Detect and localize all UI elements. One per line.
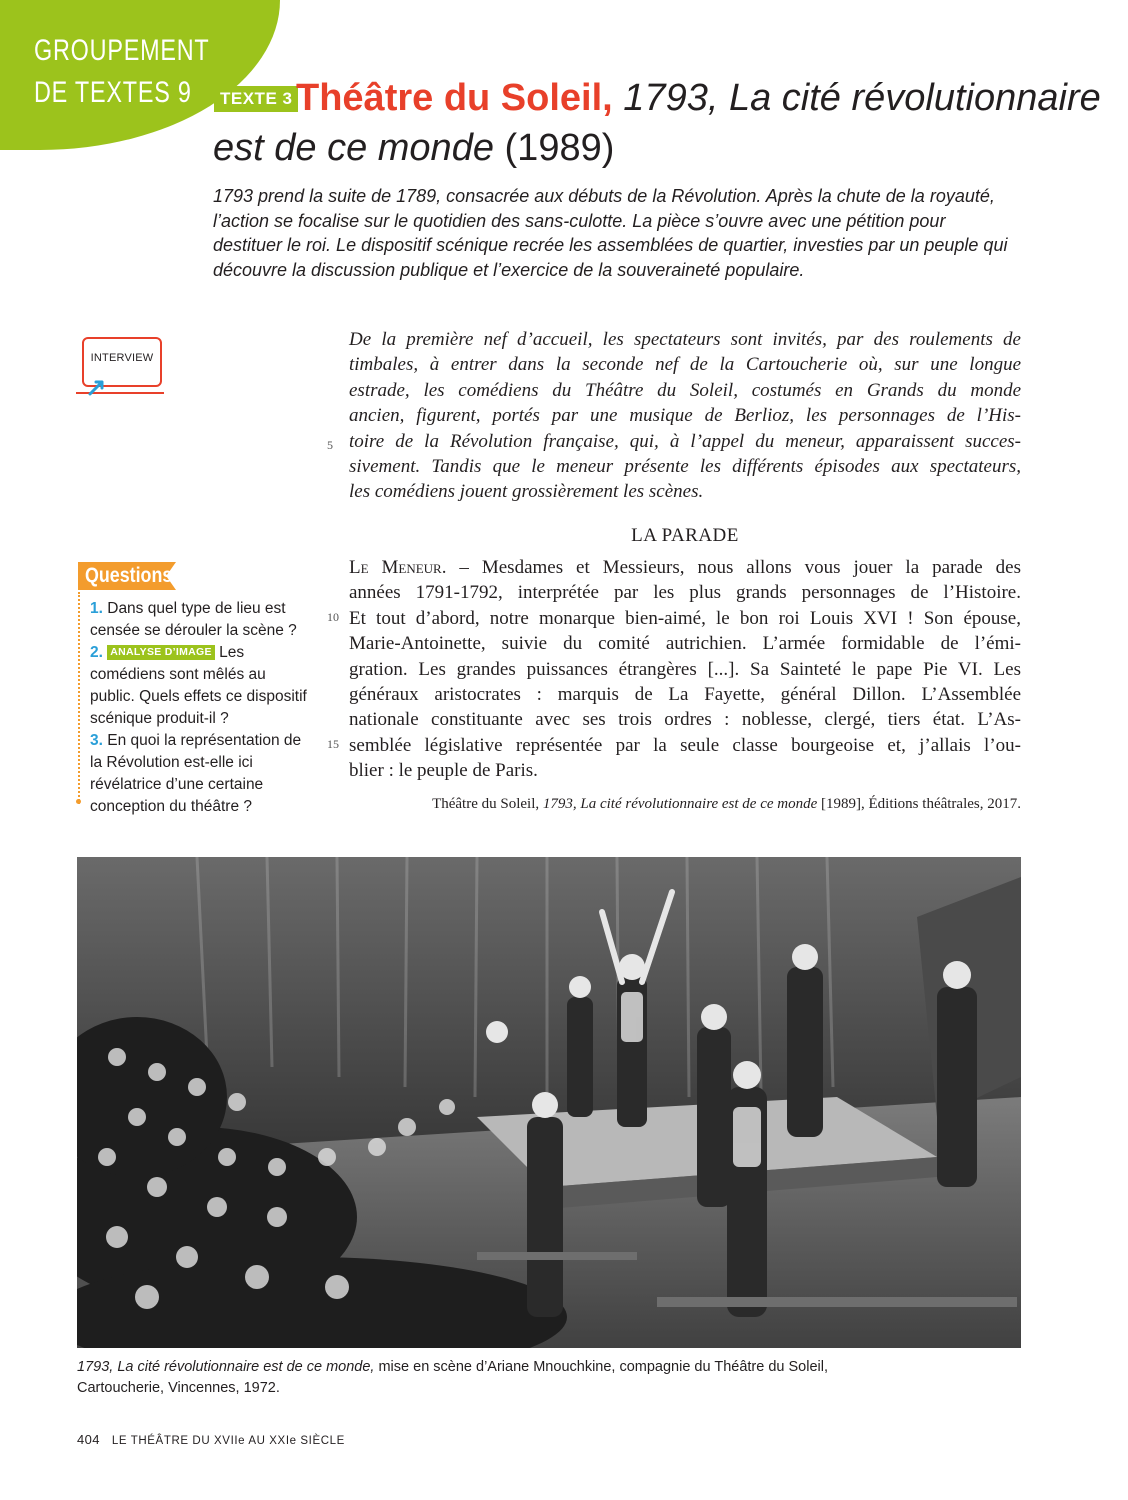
dialogue-line: Le Meneur. – Mesdames et Messieurs, nous allons vous jouer la parade des bbox=[349, 557, 1021, 578]
question-number: 3. bbox=[90, 732, 103, 749]
intro-paragraph: 1793 prend la suite de 1789, consacrée aux débuts de la Révolution. Après la chute de la royauté, l’action se focalise sur le quotidien des sans-culotte. La pièce s’ouvre avec une pétition pour destituer le roi. Le dispositif scénique recrée les assemblées de quartier, investies par un peuple qui découvre la discussion publique et l’exercice de la souveraineté populaire. bbox=[213, 186, 1008, 280]
source-publisher: [1989], Éditions théâtrales, 2017. bbox=[817, 796, 1021, 812]
line-number: 15 bbox=[327, 737, 339, 751]
corner-line-2: DE TEXTES 9 bbox=[34, 76, 192, 109]
questions-list bbox=[90, 598, 312, 818]
dialogue-line: Et tout d’abord, notre monarque bien-aimé, le bon roi Louis XVI ! Son épouse, bbox=[349, 607, 1021, 629]
theatre-photo-illustration bbox=[77, 857, 1021, 1348]
dialogue bbox=[349, 555, 1021, 784]
stage-line: sivement. Tandis que le meneur présente les différents épisodes aux spectateurs, bbox=[349, 456, 1021, 478]
dialogue-line: généraux aristocrates : marquis de La Fayette, général Dillon. L’Assemblée bbox=[349, 684, 1021, 706]
question-text: Les comédiens sont mêlés au public. Quels effets ce dispositif scénique produit-il ? bbox=[90, 644, 307, 727]
title-line-2 bbox=[213, 124, 614, 172]
source-work: 1793, La cité révolutionnaire est de ce monde bbox=[542, 796, 818, 812]
title-work-1: 1793, La cité révolutionnaire bbox=[623, 77, 1101, 119]
stage-line: estrade, les comédiens du Théâtre du Soleil, costumés en Grands du monde bbox=[349, 379, 1021, 401]
dialogue-line: Marie-Antoinette, suivie du comité autrichien. L’armée formidable de l’émi- bbox=[349, 633, 1021, 655]
interview-label: INTERVIEW bbox=[90, 352, 154, 364]
stage-line: les comédiens jouent grossièrement les scènes. bbox=[349, 481, 704, 503]
caption-work: 1793, La cité révolutionnaire est de ce monde, bbox=[77, 1359, 375, 1375]
question-number: 1. bbox=[90, 600, 103, 617]
questions-title: Questions bbox=[85, 564, 173, 587]
speaker-name: Le Meneur. bbox=[349, 557, 447, 578]
question-text: Dans quel type de lieu est censée se dérouler la scène ? bbox=[90, 600, 297, 639]
title-line-1 bbox=[296, 74, 1101, 122]
corner-line-1: GROUPEMENT bbox=[34, 34, 210, 67]
questions-dot bbox=[76, 799, 81, 804]
dialogue-line: gration. Les grandes puissances étrangères [...]. Sa Sainteté le pape Pie VI. Les bbox=[349, 658, 1021, 680]
question-item bbox=[90, 642, 312, 730]
source-citation bbox=[432, 796, 1021, 813]
question-number: 2. bbox=[90, 644, 103, 661]
page-footer bbox=[77, 1432, 345, 1447]
cursor-icon bbox=[88, 376, 108, 396]
line-number: 10 bbox=[327, 610, 339, 624]
stage-line: De la première nef d’accueil, les spectateurs sont invités, par des roulements de bbox=[349, 329, 1021, 350]
stage-line: toire de la Révolution française, qui, à l’appel du meneur, apparaissent succes- bbox=[349, 430, 1021, 452]
question-item bbox=[90, 730, 312, 818]
dialogue-line: blier : le peuple de Paris. bbox=[349, 760, 538, 782]
title-author: Théâtre du Soleil, bbox=[296, 77, 613, 119]
line-number: 5 bbox=[327, 438, 333, 452]
texte-badge: TEXTE 3 bbox=[214, 86, 298, 112]
dialogue-line: années 1791-1792, interprétée par les plus grands personnages de l’Histoire. bbox=[349, 582, 1021, 604]
stage-directions bbox=[349, 327, 1021, 505]
dialogue-line: semblée législative représentée par la seule classe bourgeoise et, j’allais l’ou- bbox=[349, 734, 1021, 756]
title-year: (1989) bbox=[504, 127, 615, 169]
chapter-title: LE THÉÂTRE DU XVIIe AU XXIe SIÈCLE bbox=[111, 1435, 345, 1447]
caption-place: Cartoucherie, Vincennes, 1972. bbox=[77, 1380, 280, 1396]
section-heading: LA PARADE bbox=[631, 525, 739, 546]
source-author: Théâtre du Soleil, bbox=[432, 796, 543, 812]
theatre-photo bbox=[77, 857, 1021, 1348]
question-item bbox=[90, 598, 312, 642]
stage-line: timbales, à entrer dans la seconde nef de la Cartoucherie où, sur une longue bbox=[349, 354, 1021, 376]
photo-caption bbox=[77, 1357, 977, 1399]
questions-rule bbox=[78, 592, 82, 804]
question-text: En quoi la représentation de la Révolution est-elle ici révélatrice d’une certaine conception du théâtre ? bbox=[90, 732, 302, 815]
caption-credit: mise en scène d’Ariane Mnouchkine, compagnie du Théâtre du Soleil, bbox=[374, 1359, 828, 1375]
title-work-2: est de ce monde bbox=[213, 127, 494, 169]
dialogue-line: nationale constituante avec ses trois ordres : noblesse, clergé, tiers état. L’As- bbox=[349, 709, 1021, 731]
stage-line: ancien, figurent, portés par une musique de Berlioz, les personnages de l’His- bbox=[349, 405, 1021, 427]
page-number: 404 bbox=[77, 1432, 100, 1447]
analyse-image-badge: ANALYSE D’IMAGE bbox=[107, 645, 215, 660]
